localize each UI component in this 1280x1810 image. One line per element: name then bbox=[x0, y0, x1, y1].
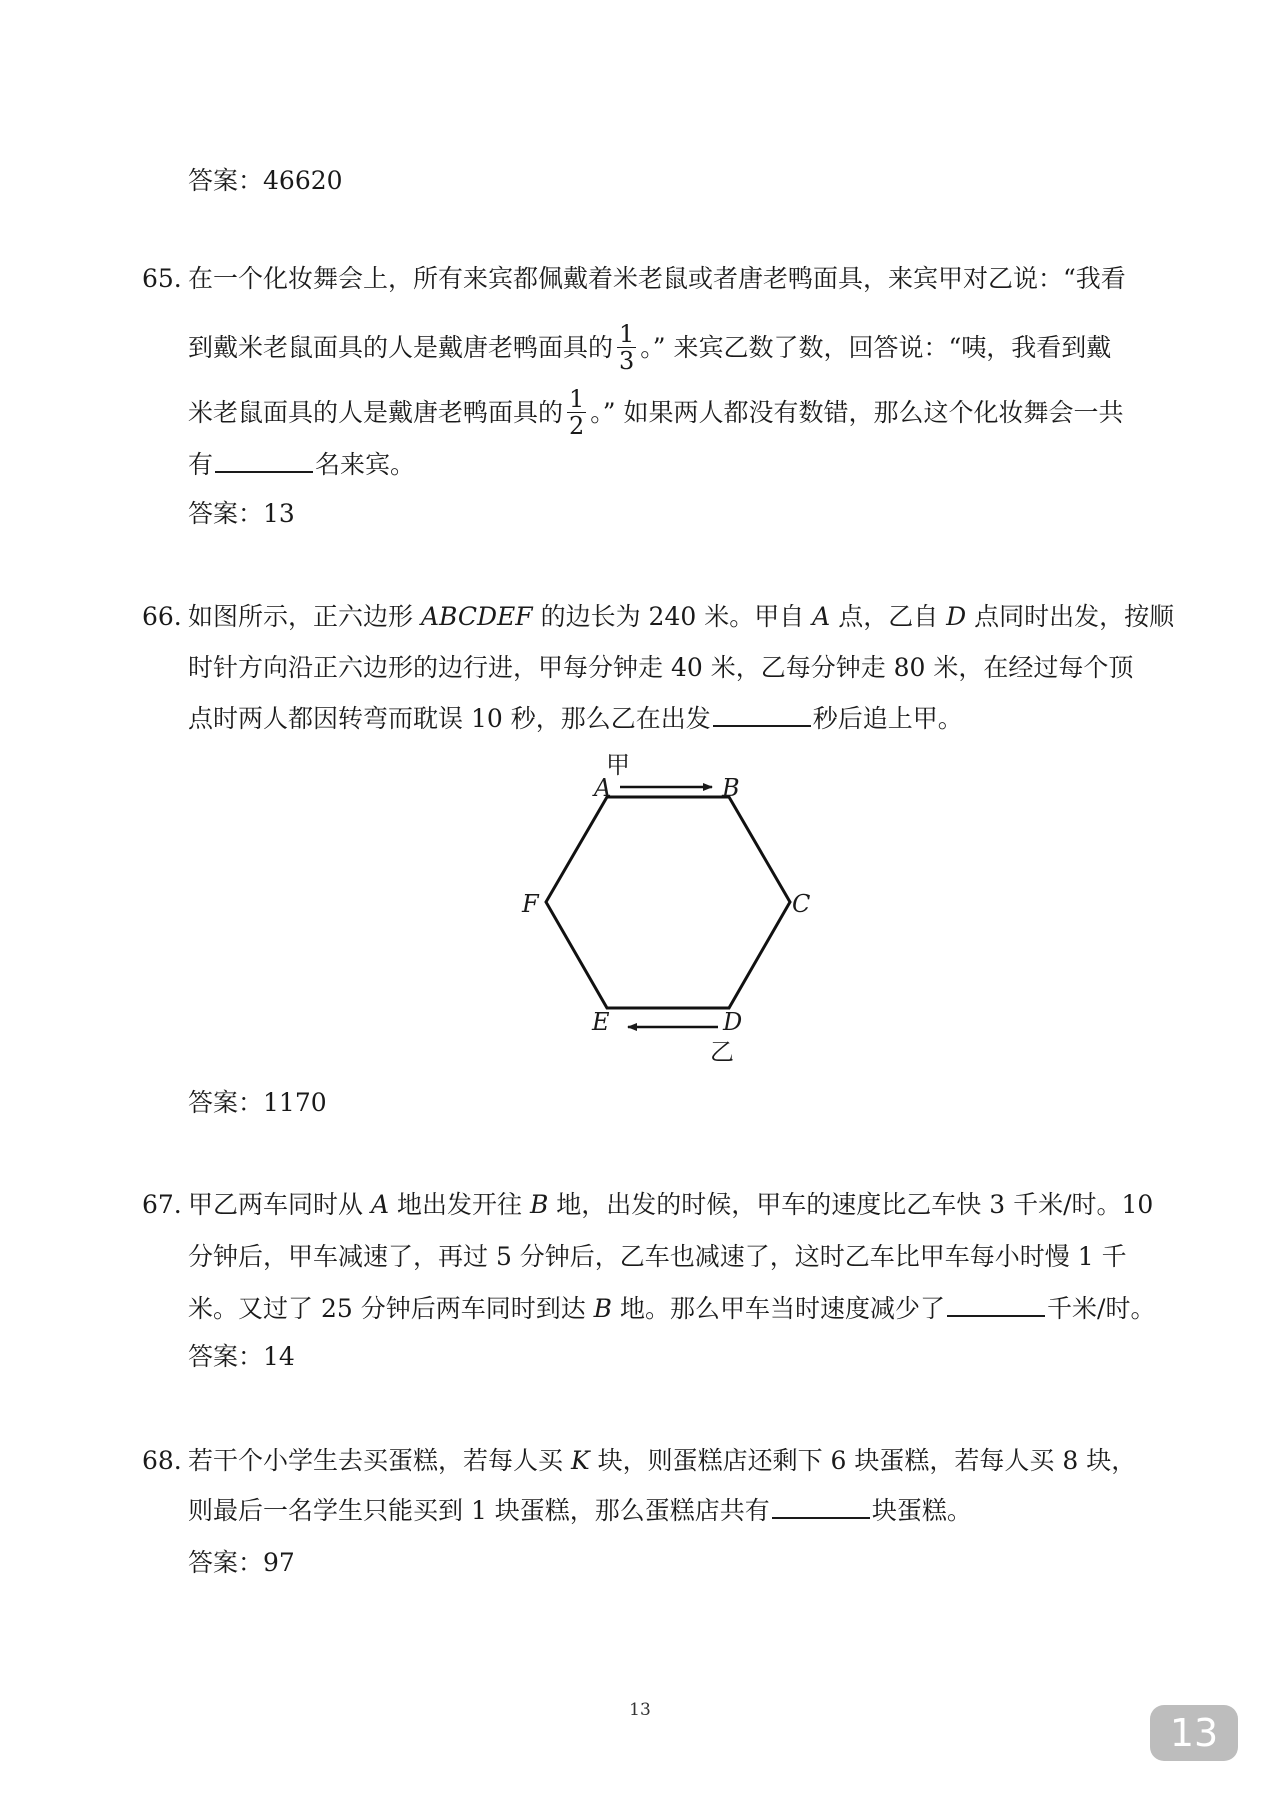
question-65-line-1: 在一个化妆舞会上，所有来宾都佩戴着米老鼠或者唐老鸭面具，来宾甲对乙说：“我看 bbox=[188, 264, 1126, 293]
question-66-line-3: 点时两人都因转弯而耽误 10 秒，那么乙在出发 秒后追上甲。 bbox=[188, 704, 963, 733]
question-65-number: 65. bbox=[142, 264, 182, 293]
page-badge[interactable]: 13 bbox=[1150, 1705, 1238, 1761]
answer-blank bbox=[215, 449, 313, 473]
vertex-c: C bbox=[792, 890, 810, 918]
answer-blank bbox=[772, 1495, 870, 1519]
vertex-d: D bbox=[723, 1008, 743, 1036]
label-jia: 甲 bbox=[606, 751, 630, 779]
question-65-line-4: 有 名来宾。 bbox=[188, 450, 416, 479]
answer-label: 答案： bbox=[188, 166, 264, 195]
question-67-line-2: 分钟后，甲车减速了，再过 5 分钟后，乙车也减速了，这时乙车比甲车每小时慢 1 千 bbox=[188, 1242, 1127, 1271]
hexagon-shape bbox=[546, 797, 790, 1008]
hexagon-figure bbox=[510, 745, 810, 1075]
question-68-number: 68. bbox=[142, 1446, 182, 1475]
question-66-line-1: 如图所示，正六边形 ABCDEF 的边长为 240 米。甲自 A 点，乙自 D 点同时出发，按顺 bbox=[188, 602, 1175, 631]
vertex-a: A bbox=[594, 774, 612, 802]
fraction-one-half: $\frac{1}{2}$ bbox=[569, 385, 585, 440]
fraction-one-third: $\frac{1}{3}$ bbox=[619, 320, 635, 375]
answer-blank bbox=[947, 1293, 1045, 1317]
question-66-number: 66. bbox=[142, 602, 182, 631]
prev-answer bbox=[188, 164, 343, 198]
question-67-line-1: 甲乙两车同时从 A 地出发开往 B 地，出发的时候，甲车的速度比乙车快 3 千米/时。10 bbox=[188, 1190, 1154, 1219]
question-65-line-2: 到戴米老鼠面具的人是戴唐老鸭面具的 $\frac{1}{3}$ 。” 来宾乙数了数，回答说：“咦，我看到戴 bbox=[188, 320, 1112, 375]
question-66-line-2: 时针方向沿正六边形的边行进，甲每分钟走 40 米，乙每分钟走 80 米，在经过每个顶 bbox=[188, 653, 1134, 682]
question-67-answer: 答案：14 bbox=[188, 1342, 295, 1371]
question-65-line-3: 米老鼠面具的人是戴唐老鸭面具的 $\frac{1}{2}$ 。” 如果两人都没有数错，那么这个化妆舞会一共 bbox=[188, 385, 1124, 440]
vertex-f: F bbox=[522, 890, 539, 918]
question-67-line-3: 米。又过了 25 分钟后两车同时到达 B 地。那么甲车当时速度减少了 千米/时。 bbox=[188, 1294, 1156, 1323]
question-66-answer: 答案：1170 bbox=[188, 1088, 327, 1117]
question-68-line-1: 若干个小学生去买蛋糕，若每人买 K 块，则蛋糕店还剩下 6 块蛋糕，若每人买 8 块， bbox=[188, 1446, 1137, 1475]
vertex-e: E bbox=[592, 1008, 610, 1036]
label-yi: 乙 bbox=[710, 1038, 734, 1066]
question-65-answer: 答案：13 bbox=[188, 499, 295, 528]
question-68-line-2: 则最后一名学生只能买到 1 块蛋糕，那么蛋糕店共有 块蛋糕。 bbox=[188, 1496, 972, 1525]
answer-blank bbox=[713, 703, 811, 727]
question-67-number: 67. bbox=[142, 1190, 182, 1219]
page-number: 13 bbox=[629, 1700, 651, 1720]
question-68-answer: 答案：97 bbox=[188, 1548, 295, 1577]
vertex-b: B bbox=[722, 774, 740, 802]
answer-value: 46620 bbox=[263, 166, 343, 195]
